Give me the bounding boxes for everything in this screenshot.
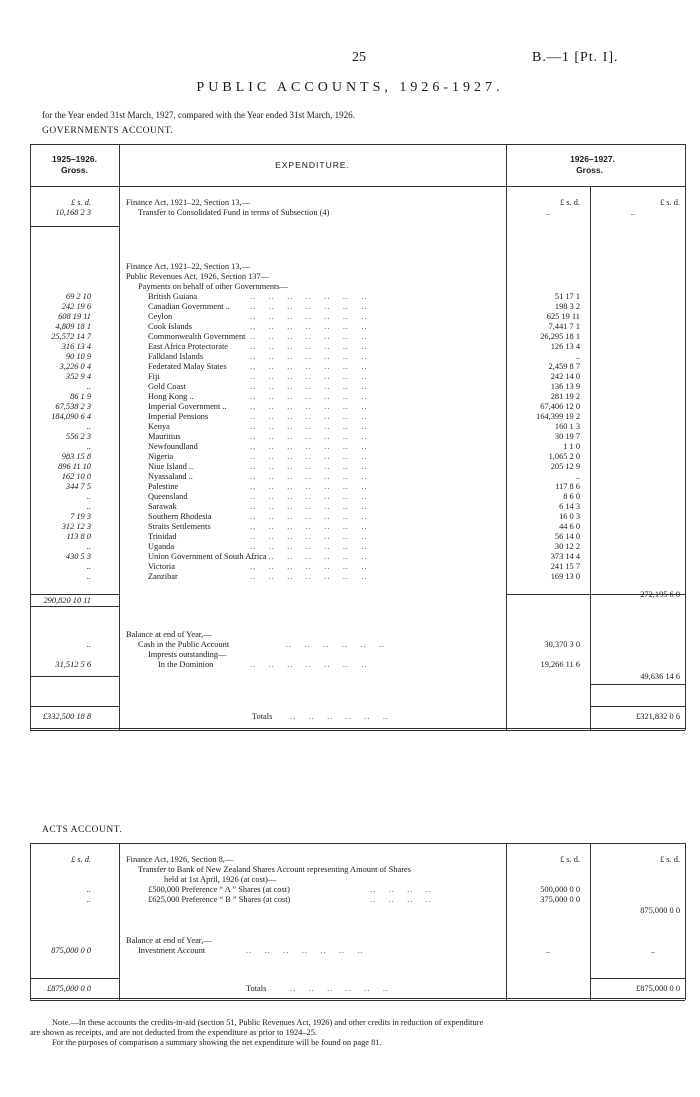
table-row — [0, 442, 700, 452]
prior-amount: .. — [86, 442, 91, 451]
payee-label: Federated Malay States — [148, 362, 227, 371]
leader-dots: .. .. .. .. .. .. .. — [250, 472, 368, 481]
col-header-current-year: 1926–1927. — [570, 154, 615, 164]
balance-dominion-current: 19,266 11 6 — [540, 660, 580, 669]
table-row — [0, 542, 700, 552]
payee-label: Uganda — [148, 542, 175, 551]
leader-dots: .. .. .. .. .. .. .. — [250, 362, 368, 371]
payee-label: Cook Islands — [148, 322, 192, 331]
prior-amount: 67,538 2 3 — [55, 402, 91, 411]
prior-amount: 344 7 5 — [65, 482, 91, 491]
payee-label: East Africa Protectorate — [148, 342, 228, 351]
table-row — [0, 452, 700, 462]
current-amount: 1,065 2 0 — [548, 452, 580, 461]
block2-heading-1: Finance Act, 1921–22, Section 13,— — [126, 262, 250, 271]
current-amount: 198 3 2 — [554, 302, 580, 311]
leader-dots: .. .. .. .. .. .. .. — [246, 946, 364, 955]
current-amount: .. — [575, 472, 580, 481]
prior-amount: .. — [86, 562, 91, 571]
current-amount: 8 6 0 — [563, 492, 580, 501]
balance-dominion-label: In the Dominion — [158, 660, 214, 669]
section-heading-acts: ACTS ACCOUNT. — [42, 825, 123, 835]
col-header-prior-gross: Gross. — [61, 165, 88, 175]
table-row — [0, 522, 700, 532]
leader-dots: .. .. .. .. .. .. .. — [250, 522, 368, 531]
prior-amount: 90 10 9 — [65, 352, 91, 361]
acts-current-units: £ s. d. — [559, 855, 580, 864]
totals-current: £321,832 0 6 — [636, 712, 680, 721]
table-row — [0, 422, 700, 432]
payee-label: Nigeria — [148, 452, 174, 461]
note-line-2: are shown as receipts, and are not deducted from the expenditure as prior to 1924–25. — [30, 1028, 317, 1037]
prior-amount: .. — [86, 492, 91, 501]
leader-dots: .. .. .. .. .. .. .. — [250, 462, 368, 471]
balance-dominion-prior: 31,512 5 6 — [55, 660, 91, 669]
table-row — [0, 372, 700, 382]
note-line-1: Note.—In these accounts the credits-in-aid (section 51, Public Revenues Act, 1926) and other credits in reduction of expenditure — [52, 1018, 484, 1027]
block2-total: 272,195 6 0 — [640, 590, 680, 599]
current-amount: 117 8 6 — [555, 482, 580, 491]
page-subtitle: for the Year ended 31st March, 1927, compared with the Year ended 31st March, 1926. — [42, 110, 355, 120]
acts-balance-total: .. — [650, 946, 655, 955]
payee-label: Falkland Islands — [148, 352, 204, 361]
prior-amount: 7 19 3 — [70, 512, 91, 521]
balance-imprests-label: Imprests outstanding— — [148, 650, 227, 659]
col-header-expenditure: EXPENDITURE. — [275, 160, 350, 170]
leader-dots: .. .. .. .. — [370, 885, 432, 894]
block1-description: Transfer to Consolidated Fund in terms of Subsection (4) — [138, 208, 330, 217]
table-row — [0, 342, 700, 352]
payee-label: Imperial Pensions — [148, 412, 209, 421]
payee-label: Niue Island .. — [148, 462, 194, 471]
current-amount: 136 13 9 — [550, 382, 580, 391]
prior-amount: .. — [86, 542, 91, 551]
acts-balance-current: .. — [545, 946, 550, 955]
acts-prior-b: .. — [86, 895, 91, 904]
current-amount: 30 12 2 — [554, 542, 580, 551]
acts-current-a: 500,000 0 0 — [540, 885, 580, 894]
current-amount: 164,399 19 2 — [536, 412, 580, 421]
payee-label: Trinidad — [148, 532, 177, 541]
current-amount: 373 14 4 — [550, 552, 580, 561]
leader-dots: .. .. .. .. .. .. .. — [250, 512, 368, 521]
payee-label: Southern Rhodesia — [148, 512, 212, 521]
current-amount: 6 14 3 — [559, 502, 580, 511]
leader-dots: .. .. .. .. .. .. .. — [250, 402, 368, 411]
table-row — [0, 352, 700, 362]
table-row — [0, 562, 700, 572]
payee-label: Nyassaland .. — [148, 472, 193, 481]
leader-dots: .. .. .. .. .. .. .. — [250, 392, 368, 401]
balance-total: 49,636 14 6 — [640, 672, 680, 681]
acts-prior-units: £ s. d. — [70, 855, 91, 864]
payee-label: Sarawak — [148, 502, 177, 511]
acts-totals-prior: £875,000 0 0 — [47, 984, 91, 993]
table-row — [0, 552, 700, 562]
leader-dots: .. .. .. .. .. .. .. — [250, 382, 368, 391]
leader-dots: .. .. .. .. .. .. .. — [250, 532, 368, 541]
block1-total: .. — [630, 208, 635, 217]
current-amount: 26,295 18 1 — [540, 332, 580, 341]
prior-amount: 983 15 8 — [61, 452, 91, 461]
leader-dots: .. .. .. .. .. .. .. — [250, 442, 368, 451]
table-row — [0, 472, 700, 482]
col-header-prior-year: 1925–1926. — [52, 154, 97, 164]
current-amount: 241 15 7 — [550, 562, 580, 571]
current-amount: 7,441 7 1 — [548, 322, 580, 331]
prior-amount: .. — [86, 572, 91, 581]
table-row — [0, 382, 700, 392]
leader-dots: .. .. .. .. .. .. .. — [250, 502, 368, 511]
prior-amount: 86 1 9 — [70, 392, 91, 401]
current-amount: 1 1 0 — [563, 442, 580, 451]
section-heading-governments: GOVERNMENTS ACCOUNT. — [42, 126, 174, 136]
current-units: £ s. d. — [559, 198, 580, 207]
prior-amount: 430 5 3 — [65, 552, 91, 561]
payee-label: Commonwealth Government — [148, 332, 246, 341]
prior-amount: 352 9 4 — [65, 372, 91, 381]
block2-heading-3: Payments on behalf of other Governments— — [138, 282, 289, 291]
table-row — [0, 362, 700, 372]
current-amount: .. — [575, 352, 580, 361]
current-amount: 169 13 0 — [550, 572, 580, 581]
leader-dots: .. .. .. .. .. .. .. — [250, 452, 368, 461]
table-row — [0, 412, 700, 422]
payee-label: Mauritius — [148, 432, 181, 441]
prior-amount: 896 11 10 — [58, 462, 91, 471]
payee-label: British Guiana — [148, 292, 198, 301]
leader-dots: .. .. .. .. .. .. .. — [250, 422, 368, 431]
block1-heading: Finance Act, 1921–22, Section 13,— — [126, 198, 250, 207]
leader-dots: .. .. .. .. .. .. .. — [250, 492, 368, 501]
total-units: £ s. d. — [659, 198, 680, 207]
table-row — [0, 292, 700, 302]
table-row — [0, 492, 700, 502]
table-row — [0, 312, 700, 322]
current-amount: 126 13 4 — [550, 342, 580, 351]
acts-totals-label: Totals — [246, 984, 267, 993]
col-header-current-gross: Gross. — [576, 165, 603, 175]
prior-amount: 316 13 4 — [61, 342, 91, 351]
totals-prior: £332,500 18 8 — [42, 712, 91, 721]
current-amount: 51 17 1 — [554, 292, 580, 301]
payee-label: Hong Kong .. — [148, 392, 194, 401]
prior-amount: .. — [86, 502, 91, 511]
prior-amount: 556 2 3 — [65, 432, 91, 441]
leader-dots: .. .. .. .. .. .. .. — [250, 352, 368, 361]
current-amount: 44 6 0 — [559, 522, 580, 531]
leader-dots: .. .. .. .. .. .. .. — [250, 312, 368, 321]
acts-balance-heading: Balance at end of Year,— — [126, 936, 212, 945]
table-row — [0, 512, 700, 522]
table-row — [0, 532, 700, 542]
block1-current-amount: .. — [545, 208, 550, 217]
prior-amount: 312 12 3 — [61, 522, 91, 531]
page-title: PUBLIC ACCOUNTS, 1926-1927. — [196, 80, 504, 95]
prior-amount: 184,090 6 4 — [51, 412, 91, 421]
table-row — [0, 302, 700, 312]
leader-dots: .. .. .. .. .. .. .. — [250, 332, 368, 341]
prior-amount: .. — [86, 382, 91, 391]
leader-dots: .. .. .. .. .. .. .. — [250, 482, 368, 491]
balance-cash-current: 30,370 3 0 — [544, 640, 580, 649]
leader-dots: .. .. .. .. .. .. — [290, 984, 389, 993]
table-row — [0, 392, 700, 402]
leader-dots: .. .. .. .. .. .. .. — [250, 572, 368, 581]
leader-dots: .. .. .. .. .. .. .. — [250, 302, 368, 311]
balance-cash-label: Cash in the Public Account — [138, 640, 230, 649]
leader-dots: .. .. .. .. .. .. .. — [250, 342, 368, 351]
payee-label: Queensland — [148, 492, 188, 501]
table-row — [0, 482, 700, 492]
current-amount: 160 1 3 — [554, 422, 580, 431]
payee-label: Newfoundland — [148, 442, 198, 451]
balance-heading: Balance at end of Year,— — [126, 630, 212, 639]
table-row — [0, 462, 700, 472]
payee-label: Union Government of South Africa — [148, 552, 267, 561]
payee-label: Straits Settlements — [148, 522, 211, 531]
payee-label: Ceylon — [148, 312, 173, 321]
payee-label: Zanzibar — [148, 572, 178, 581]
prior-amount: 4,809 18 1 — [55, 322, 91, 331]
payee-label: Fiji — [148, 372, 160, 381]
prior-units: £ s. d. — [70, 198, 91, 207]
current-amount: 67,406 12 0 — [540, 402, 580, 411]
current-amount: 625 19 11 — [546, 312, 580, 321]
current-amount: 205 12 9 — [550, 462, 580, 471]
table-row — [0, 432, 700, 442]
prior-amount: 162 10 0 — [61, 472, 91, 481]
acts-total-1: 875,000 0 0 — [640, 906, 680, 915]
acts-heading: Finance Act, 1926, Section 8,— — [126, 855, 234, 864]
prior-amount: 242 19 6 — [61, 302, 91, 311]
current-amount: 56 14 0 — [554, 532, 580, 541]
totals-label: Totals — [252, 712, 273, 721]
leader-dots: .. .. .. .. .. .. .. — [250, 372, 368, 381]
acts-shares-b: £625,000 Preference “ B ” Shares (at cost) — [148, 895, 291, 904]
leader-dots: .. .. .. .. .. .. .. — [250, 412, 368, 421]
current-amount: 16 0 3 — [559, 512, 580, 521]
page-number: 25 — [352, 50, 366, 65]
prior-amount: .. — [86, 422, 91, 431]
table-row — [0, 572, 700, 582]
table-row — [0, 322, 700, 332]
acts-current-b: 375,000 0 0 — [540, 895, 580, 904]
leader-dots: .. .. .. .. .. .. — [286, 640, 385, 649]
acts-shares-a: £500,000 Preference “ A ” Shares (at cost) — [148, 885, 290, 894]
acts-prior-a: .. — [86, 885, 91, 894]
payee-label: Imperial Government .. — [148, 402, 227, 411]
payee-label: Gold Coast — [148, 382, 186, 391]
payee-label: Palestine — [148, 482, 179, 491]
block2-heading-2: Public Revenues Act, 1926, Section 137— — [126, 272, 270, 281]
acts-held-line: held at 1st April, 1926 (at cost)— — [164, 875, 277, 884]
prior-amount: 608 19 11 — [58, 312, 91, 321]
prior-amount: 113 8 0 — [66, 532, 91, 541]
acts-transfer-line: Transfer to Bank of New Zealand Shares Account representing Amount of Shares — [138, 865, 411, 874]
balance-cash-prior: .. — [86, 640, 91, 649]
leader-dots: .. .. .. .. .. .. .. — [250, 542, 368, 551]
note-line-3: For the purposes of comparison a summary showing the net expenditure will be found on page 81. — [52, 1038, 382, 1047]
acts-balance-label: Investment Account — [138, 946, 206, 955]
prior-amount: 69 2 10 — [65, 292, 91, 301]
block2-prior-total: 290,820 10 11 — [43, 596, 91, 605]
leader-dots: .. .. .. .. — [370, 895, 432, 904]
current-amount: 281 19 2 — [550, 392, 580, 401]
current-amount: 242 14 0 — [550, 372, 580, 381]
block1-prior-amount: 10,168 2 3 — [55, 208, 91, 217]
leader-dots: .. .. .. .. .. .. .. — [250, 660, 368, 669]
leader-dots: .. .. .. .. .. .. .. — [250, 552, 368, 561]
payee-label: Kenya — [148, 422, 170, 431]
payee-label: Canadian Government .. — [148, 302, 230, 311]
leader-dots: .. .. .. .. .. .. .. — [250, 432, 368, 441]
current-amount: 30 19 7 — [554, 432, 580, 441]
leader-dots: .. .. .. .. .. .. .. — [250, 292, 368, 301]
prior-amount: 25,572 14 7 — [51, 332, 91, 341]
leader-dots: .. .. .. .. .. .. .. — [250, 322, 368, 331]
payee-label: Victoria — [148, 562, 175, 571]
acts-balance-prior: 875,000 0 0 — [51, 946, 91, 955]
document-reference: B.—1 [Pt. I]. — [532, 50, 619, 65]
leader-dots: .. .. .. .. .. .. .. — [250, 562, 368, 571]
leader-dots: .. .. .. .. .. .. — [290, 712, 389, 721]
acts-total-units: £ s. d. — [659, 855, 680, 864]
current-amount: 2,459 8 7 — [548, 362, 580, 371]
table-row — [0, 332, 700, 342]
table-row — [0, 402, 700, 412]
prior-amount: 3,226 0 4 — [59, 362, 91, 371]
table-row — [0, 502, 700, 512]
acts-totals-current: £875,000 0 0 — [636, 984, 680, 993]
